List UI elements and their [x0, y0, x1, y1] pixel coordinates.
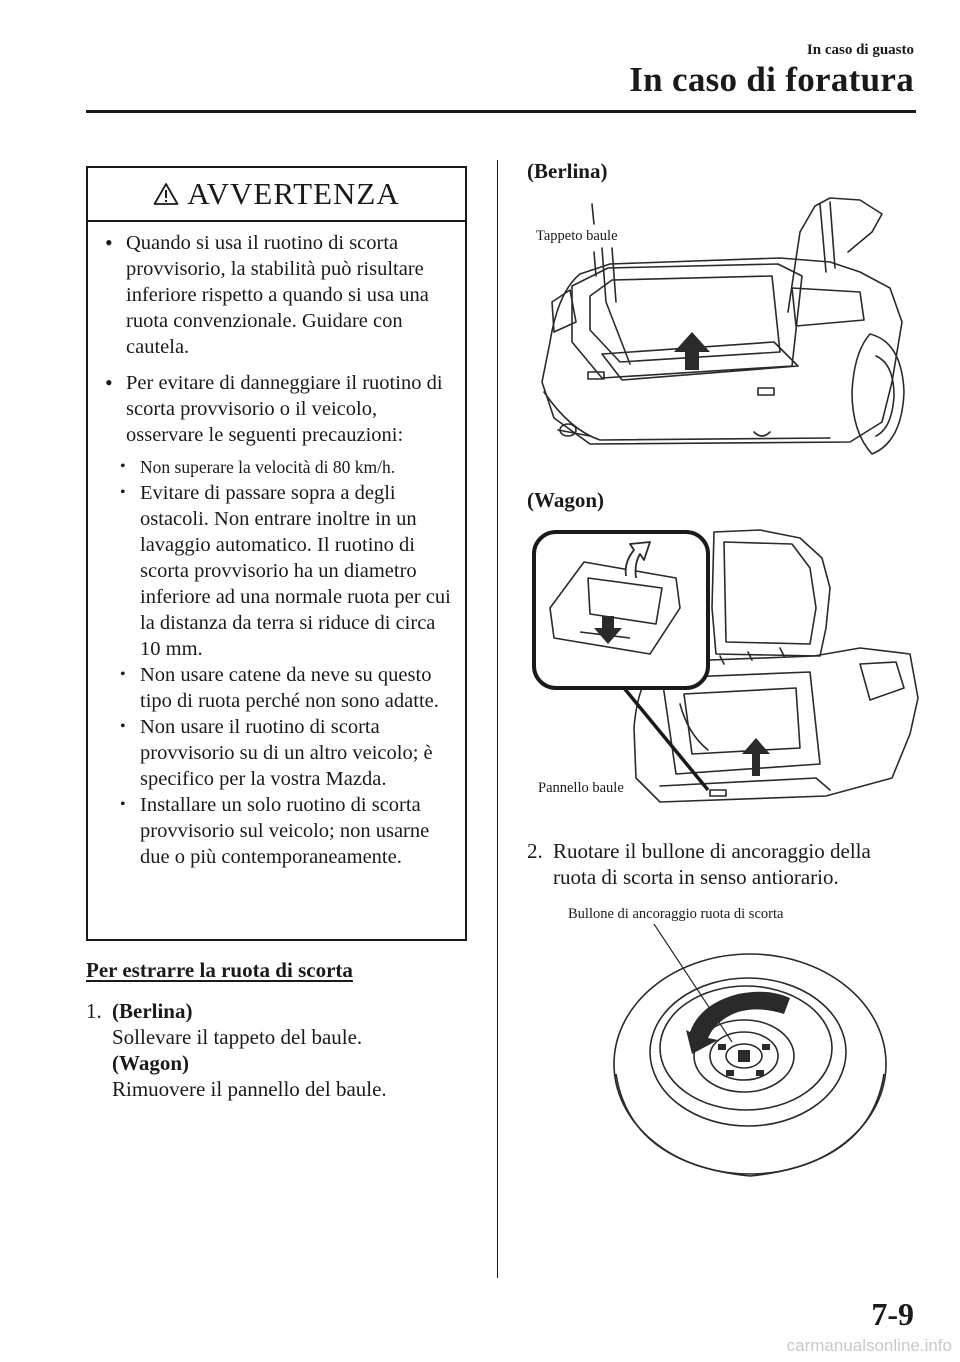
warning-box	[86, 166, 467, 941]
spare-wheel-illustration	[600, 924, 900, 1186]
warning-body	[102, 230, 453, 870]
warning-triangle-icon	[153, 182, 179, 206]
warning-sub-bullet: • Non usare il ruotino di scorta provvisorio su di un altro veicolo; è specifico per la vostra Mazda.	[102, 714, 453, 792]
step-1-wagon-text: Rimuovere il pannello del baule.	[112, 1077, 387, 1101]
chapter-title: In caso di guasto	[806, 42, 914, 58]
warning-title: AVVERTENZA	[187, 176, 400, 211]
berlina-caption: Tappeto baule	[536, 228, 618, 244]
warning-sub-bullet: • Installare un solo ruotino di scorta provvisorio sul veicolo; non usarne due o più contemporaneamente.	[102, 792, 453, 870]
warning-header	[88, 168, 465, 222]
warning-sub-bullet: • Non usare catene da neve su questo tipo di ruota perché non sono adatte.	[102, 662, 453, 714]
section-heading: Per estrarre la ruota di scorta	[86, 958, 353, 982]
step-2-line: ruota di scorta in senso antiorario.	[553, 865, 839, 889]
column-divider	[497, 160, 498, 1278]
step-2	[527, 838, 927, 890]
step-2-line: Ruotare il bullone di ancoraggio della	[553, 839, 871, 863]
page-number: 7-9	[871, 1296, 914, 1332]
step-1-berlina-text: Sollevare il tappeto del baule.	[112, 1025, 363, 1049]
wagon-trunk-illustration	[530, 528, 922, 812]
step-1	[86, 998, 476, 1102]
warning-bullet: • Quando si usa il ruotino di scorta provvisorio, la stabilità può risultare inferiore rispetto a quando si usa una ruota convenzionale. Guidare con cautela.	[102, 230, 453, 360]
watermark: carmanualsonline.info	[786, 1336, 952, 1355]
warning-sub-bullet: • Non superare la velocità di 80 km/h.	[102, 454, 453, 480]
header-rule	[86, 110, 916, 113]
step-number: 1.	[86, 999, 102, 1023]
wheel-caption: Bullone di ancoraggio ruota di scorta	[568, 906, 784, 922]
warning-sub-bullet: • Evitare di passare sopra a degli ostacoli. Non entrare inoltre in un lavaggio automatico. Il ruotino di scorta provvisorio ha un diametro inferiore ad una normale ruota per cui la distanza da terra si riduce di circa 10 mm.	[102, 480, 453, 662]
wagon-figure-label: (Wagon)	[527, 488, 605, 512]
step-1-berlina-label: (Berlina)	[112, 999, 193, 1023]
step-number: 2.	[527, 839, 543, 863]
page-title: In caso di foratura	[629, 60, 914, 99]
berlina-figure-label: (Berlina)	[527, 159, 608, 183]
warning-bullet: • Per evitare di danneggiare il ruotino di scorta provvisorio o il veicolo, osservare le seguenti precauzioni:	[102, 370, 453, 448]
wagon-caption: Pannello baule	[538, 780, 624, 796]
step-1-wagon-label: (Wagon)	[112, 1051, 190, 1075]
